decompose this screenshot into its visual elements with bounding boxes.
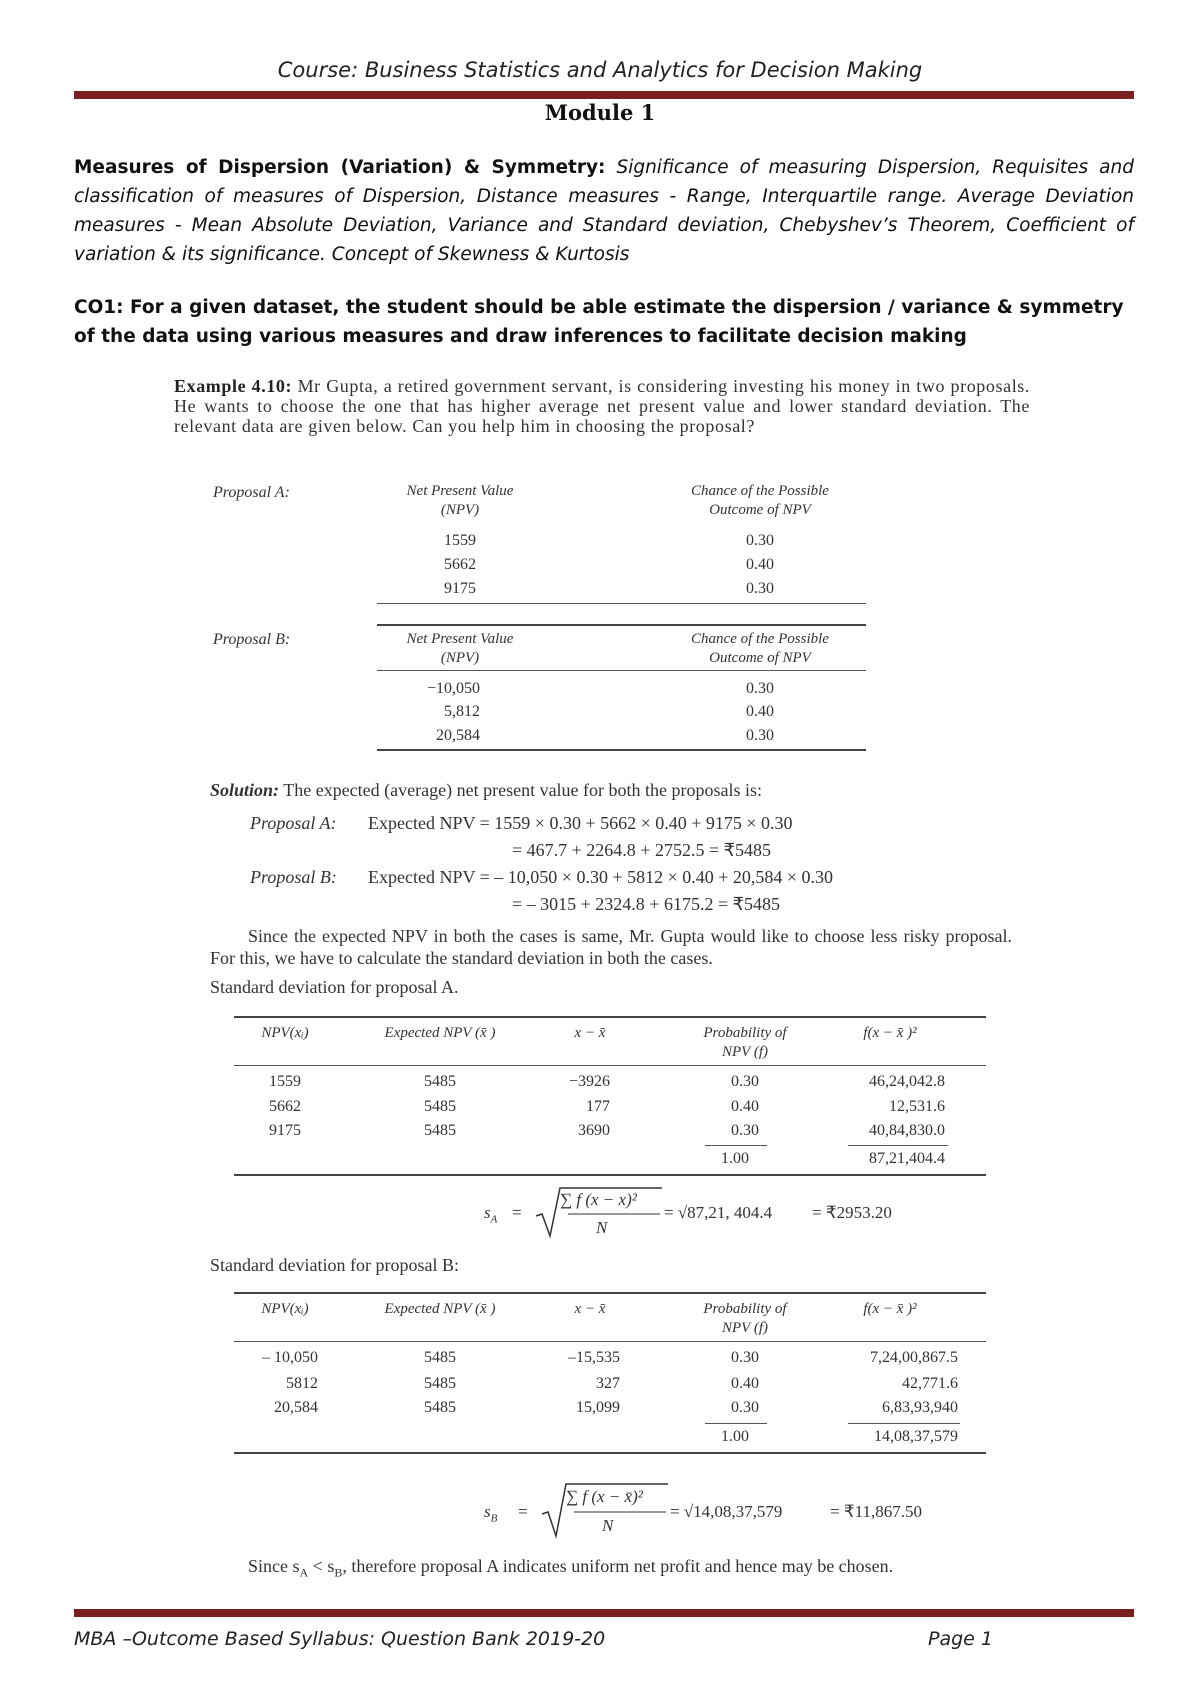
table-cell: 5485 bbox=[424, 1375, 456, 1392]
sd-b-result: = ₹11,867.50 bbox=[830, 1502, 923, 1521]
table-rule bbox=[234, 1016, 986, 1018]
table-cell: 0.30 bbox=[746, 532, 774, 549]
col-header-fdev: f(x − x̄ )² bbox=[863, 1301, 917, 1317]
course-outcome: CO1: For a given dataset, the student should be able estimate the dispersion / variance & symmetry of the data using various measures and draw inferences to facilitate decision making bbox=[74, 297, 1124, 347]
table-cell: 5662 bbox=[444, 556, 476, 573]
proposal-a-col1-header: Net Present Value (NPV) bbox=[406, 483, 514, 518]
sd-a-title: Standard deviation for proposal A. bbox=[210, 977, 459, 997]
table-cell: 20,584 bbox=[436, 727, 480, 744]
topic-body: Significance of measuring Dispersion, Requisites and classification of measures of Dispersion, Distance measures - Range, Interquartile range. Average Deviation measures - Mean Absolute Deviation, Variance and Standard deviation, Chebyshev’s Theorem, Coefficient of variation & its significance. Concept of Skewness & Kurtosis bbox=[74, 157, 1134, 265]
formula-numerator: ∑ f (x − x)² bbox=[560, 1190, 637, 1209]
table-cell: –15,535 bbox=[568, 1349, 620, 1366]
course-title: Course: Business Statistics and Analytics for Decision Making bbox=[277, 58, 923, 82]
table-cell: 0.30 bbox=[731, 1122, 759, 1139]
table-cell: 0.40 bbox=[746, 556, 774, 573]
col-header-probability: Probability of NPV (f) bbox=[703, 1301, 787, 1336]
col-header-probability: Probability of NPV (f) bbox=[703, 1025, 787, 1060]
table-total-f: 87,21,404.4 bbox=[869, 1150, 945, 1167]
proposal-a-calc-line1: Expected NPV = 1559 × 0.30 + 5662 × 0.40 + 9175 × 0.30 bbox=[368, 813, 793, 833]
table-cell: 1559 bbox=[269, 1073, 301, 1090]
table-cell: 0.30 bbox=[746, 727, 774, 744]
page-number: Page 1 bbox=[928, 1628, 993, 1650]
table-rule bbox=[377, 749, 866, 751]
proposal-b-label: Proposal B: bbox=[213, 631, 291, 648]
sd-a-symbol: $s_A$ bbox=[484, 1203, 498, 1226]
table-cell: 20,584 bbox=[274, 1399, 318, 1416]
sd-b-symbol: $s_B$ bbox=[484, 1502, 498, 1525]
proposal-b-col1-header: Net Present Value (NPV) bbox=[406, 631, 514, 666]
footer-divider bbox=[74, 1609, 1134, 1617]
table-cell: 9175 bbox=[269, 1122, 301, 1139]
table-cell: 5812 bbox=[286, 1375, 318, 1392]
formula-denominator: N bbox=[596, 1218, 608, 1237]
table-cell: 0.30 bbox=[731, 1073, 759, 1090]
col-header-npv: NPV(xᵢ) bbox=[261, 1025, 309, 1041]
proposal-b-calc-line1: Expected NPV = – 10,050 × 0.30 + 5812 × 0.40 + 20,584 × 0.30 bbox=[368, 867, 834, 887]
topic-heading: Measures of Dispersion (Variation) & Symmetry: bbox=[74, 157, 606, 178]
col-header-deviation: x − x̄ bbox=[574, 1301, 606, 1317]
table-cell: 0.30 bbox=[746, 680, 774, 697]
proposal-a-col2-header: Chance of the Possible Outcome of NPV bbox=[691, 483, 829, 518]
table-cell: 0.30 bbox=[746, 580, 774, 597]
table-cell: 5485 bbox=[424, 1399, 456, 1416]
formula-value: = √14,08,37,579 bbox=[670, 1502, 783, 1521]
equals-sign: = bbox=[518, 1502, 528, 1521]
table-cell: 177 bbox=[586, 1098, 610, 1115]
table-rule bbox=[234, 1174, 986, 1176]
table-rule bbox=[234, 1292, 986, 1294]
table-cell: – 10,050 bbox=[262, 1349, 318, 1366]
subtotal-rule bbox=[705, 1423, 767, 1424]
formula-value: = √87,21, 404.4 bbox=[664, 1203, 773, 1222]
table-cell: −3926 bbox=[568, 1073, 610, 1090]
table-cell: 0.40 bbox=[731, 1098, 759, 1115]
table-cell: 42,771.6 bbox=[902, 1375, 958, 1392]
table-cell: 5485 bbox=[424, 1349, 456, 1366]
proposal-b-calc-line2: = – 3015 + 2324.8 + 6175.2 = ₹5485 bbox=[512, 894, 781, 914]
module-title: Module 1 bbox=[544, 100, 656, 125]
table-cell: 15,099 bbox=[576, 1399, 620, 1416]
table-cell: 5662 bbox=[269, 1098, 301, 1115]
example-label: Example 4.10: bbox=[174, 376, 293, 396]
table-cell: 0.40 bbox=[731, 1375, 759, 1392]
table-cell: 327 bbox=[596, 1375, 620, 1392]
footer-title: MBA –Outcome Based Syllabus: Question Bank 2019-20 bbox=[74, 1628, 606, 1650]
solution-intro: Solution: The expected (average) net present value for both the proposals is: bbox=[210, 780, 763, 800]
proposal-a-calc-label: Proposal A: bbox=[250, 813, 337, 833]
col-header-deviation: x − x̄ bbox=[574, 1025, 606, 1041]
table-cell: 12,531.6 bbox=[889, 1098, 945, 1115]
table-cell: 6,83,93,940 bbox=[882, 1399, 958, 1416]
table-total-prob: 1.00 bbox=[721, 1150, 749, 1167]
proposal-a-label: Proposal A: bbox=[213, 484, 290, 501]
col-header-expected: Expected NPV (x̄ ) bbox=[384, 1301, 496, 1317]
syllabus-description bbox=[74, 153, 1134, 269]
table-total-prob: 1.00 bbox=[721, 1428, 749, 1445]
table-cell: 5,812 bbox=[444, 703, 480, 720]
table-rule bbox=[234, 1065, 986, 1066]
header-divider bbox=[74, 91, 1134, 99]
table-cell: 46,24,042.8 bbox=[869, 1073, 945, 1090]
table-cell: 40,84,830.0 bbox=[869, 1122, 945, 1139]
table-rule bbox=[234, 1341, 986, 1342]
example-text: Mr Gupta, a retired government servant, is considering investing his money in two proposals. He wants to choose the one that has higher average net present value and lower standard deviation. The relevant data are given below. Can you help him in choosing the proposal? bbox=[174, 376, 1030, 436]
table-rule bbox=[234, 1452, 986, 1454]
table-cell: 5485 bbox=[424, 1098, 456, 1115]
solution-paragraph: Since the expected NPV in both the cases is same, Mr. Gupta would like to choose less risky proposal. For this, we have to calculate the standard deviation in both the cases. bbox=[210, 926, 1012, 968]
formula-numerator: ∑ f (x − x̄)² bbox=[566, 1487, 643, 1506]
table-rule bbox=[377, 670, 866, 671]
subtotal-rule bbox=[705, 1145, 767, 1146]
table-cell: −10,050 bbox=[426, 680, 480, 697]
table-total-f: 14,08,37,579 bbox=[874, 1428, 958, 1445]
table-cell: 0.40 bbox=[746, 703, 774, 720]
table-cell: 0.30 bbox=[731, 1349, 759, 1366]
table-cell: 1559 bbox=[444, 532, 476, 549]
table-cell: 5485 bbox=[424, 1122, 456, 1139]
formula-denominator: N bbox=[602, 1516, 614, 1535]
col-header-fdev: f(x − x̄ )² bbox=[863, 1025, 917, 1041]
example-statement bbox=[174, 376, 1030, 436]
table-cell: 7,24,00,867.5 bbox=[870, 1349, 958, 1366]
table-cell: 0.30 bbox=[731, 1399, 759, 1416]
table-cell: 9175 bbox=[444, 580, 476, 597]
sd-b-title: Standard deviation for proposal B: bbox=[210, 1255, 459, 1275]
table-cell: 3690 bbox=[578, 1122, 610, 1139]
subtotal-rule bbox=[848, 1423, 960, 1424]
table-cell: 5485 bbox=[424, 1073, 456, 1090]
subtotal-rule bbox=[848, 1145, 948, 1146]
proposal-a-calc-line2: = 467.7 + 2264.8 + 2752.5 = ₹5485 bbox=[512, 840, 772, 860]
col-header-npv: NPV(xᵢ) bbox=[261, 1301, 309, 1317]
equals-sign: = bbox=[512, 1203, 522, 1222]
proposal-b-col2-header: Chance of the Possible Outcome of NPV bbox=[691, 631, 829, 666]
proposal-b-calc-label: Proposal B: bbox=[250, 867, 337, 887]
table-rule bbox=[377, 603, 866, 604]
conclusion: Since $s_A < s_B$, therefore proposal A indicates uniform net profit and hence may be chosen. bbox=[248, 1556, 894, 1580]
table-rule bbox=[377, 624, 866, 626]
col-header-expected: Expected NPV (x̄ ) bbox=[384, 1025, 496, 1041]
sd-a-result: = ₹2953.20 bbox=[812, 1203, 892, 1222]
